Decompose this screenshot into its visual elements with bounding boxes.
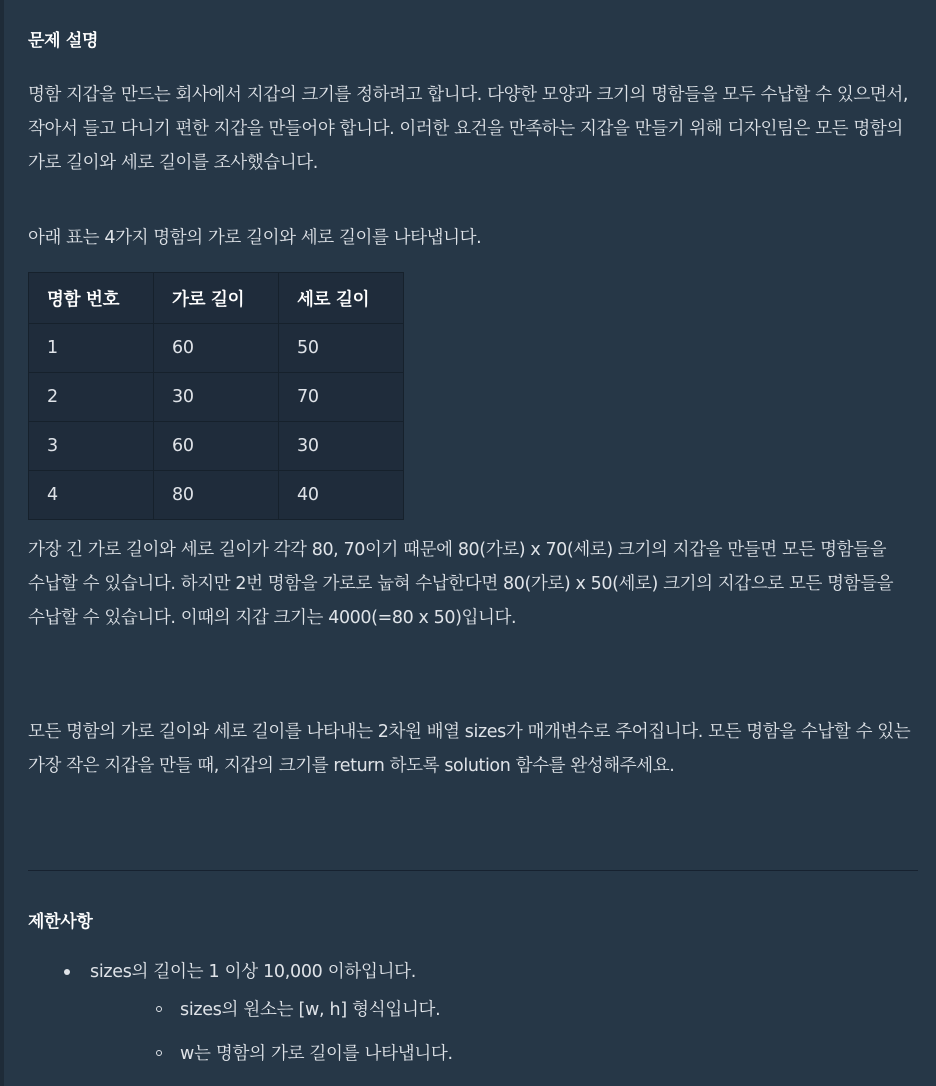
constraint-subitem-text: sizes의 원소는 [w, h] 형식입니다.: [180, 1000, 441, 1020]
table-cell: 30: [279, 422, 404, 471]
table-header-row: [29, 273, 404, 324]
table-header-cell: 세로 길이: [279, 273, 404, 324]
table-row: [29, 422, 404, 471]
section-divider: [28, 870, 918, 871]
constraint-item: [28, 950, 453, 1076]
circle-bullet-icon: [156, 1050, 162, 1056]
description-paragraph-3: 가장 긴 가로 길이와 세로 길이가 각각 80, 70이기 때문에 80(가로) x 70(세로) 크기의 지갑을 만들면 모든 명함들을 수납할 수 있습니다. 하지만 2번 명함을 가로로 눕혀 수납한다면 80(가로) x 50(세로) 크기의 지갑으로 모든 명함들을 수납할 수 있습니다. 이때의 지갑 크기는 4000(=80 x 50)입니다.: [28, 540, 894, 628]
description-paragraph-4: 모든 명함의 가로 길이와 세로 길이를 나타내는 2차원 배열 sizes가 매개변수로 주어집니다. 모든 명함을 수납할 수 있는 가장 작은 지갑을 만들 때, 지갑의 크기를 return 하도록 solution 함수를 완성해주세요.: [28, 722, 911, 776]
table-cell: 40: [279, 471, 404, 520]
left-edge: [0, 0, 4, 1086]
table-cell: 60: [154, 324, 279, 373]
bullet-icon: [64, 969, 70, 975]
table-cell: 60: [154, 422, 279, 471]
table-row: [29, 373, 404, 422]
constraint-subitem-text: w는 명함의 가로 길이를 나타냅니다.: [180, 1044, 453, 1064]
table-row: [29, 324, 404, 373]
constraint-subitem: [114, 988, 453, 1032]
constraint-subitem: [114, 1032, 453, 1076]
circle-bullet-icon: [156, 1006, 162, 1012]
card-size-table: [28, 272, 404, 520]
constraint-sublist: [90, 988, 453, 1076]
table-header-cell: 명함 번호: [29, 273, 154, 324]
table-cell: 30: [154, 373, 279, 422]
constraint-text: sizes의 길이는 1 이상 10,000 이하입니다.: [90, 962, 417, 982]
table-cell: 2: [29, 373, 154, 422]
table-cell: 80: [154, 471, 279, 520]
table-cell: 3: [29, 422, 154, 471]
constraints-title: 제한사항: [28, 912, 93, 932]
constraints-list: [28, 950, 453, 1076]
table-cell: 50: [279, 324, 404, 373]
description-paragraph-2: 아래 표는 4가지 명함의 가로 길이와 세로 길이를 나타냅니다.: [28, 228, 482, 248]
problem-description-title: 문제 설명: [28, 31, 99, 51]
description-paragraph-1: 명함 지갑을 만드는 회사에서 지갑의 크기를 정하려고 합니다. 다양한 모양과 크기의 명함들을 모두 수납할 수 있으면서, 작아서 들고 다니기 편한 지갑을 만들어야 합니다. 이러한 요건을 만족하는 지갑을 만들기 위해 디자인팀은 모든 명함의 가로 길이와 세로 길이를 조사했습니다.: [28, 85, 909, 173]
table-row: [29, 471, 404, 520]
table-header-cell: 가로 길이: [154, 273, 279, 324]
table-cell: 70: [279, 373, 404, 422]
table-cell: 1: [29, 324, 154, 373]
table-cell: 4: [29, 471, 154, 520]
